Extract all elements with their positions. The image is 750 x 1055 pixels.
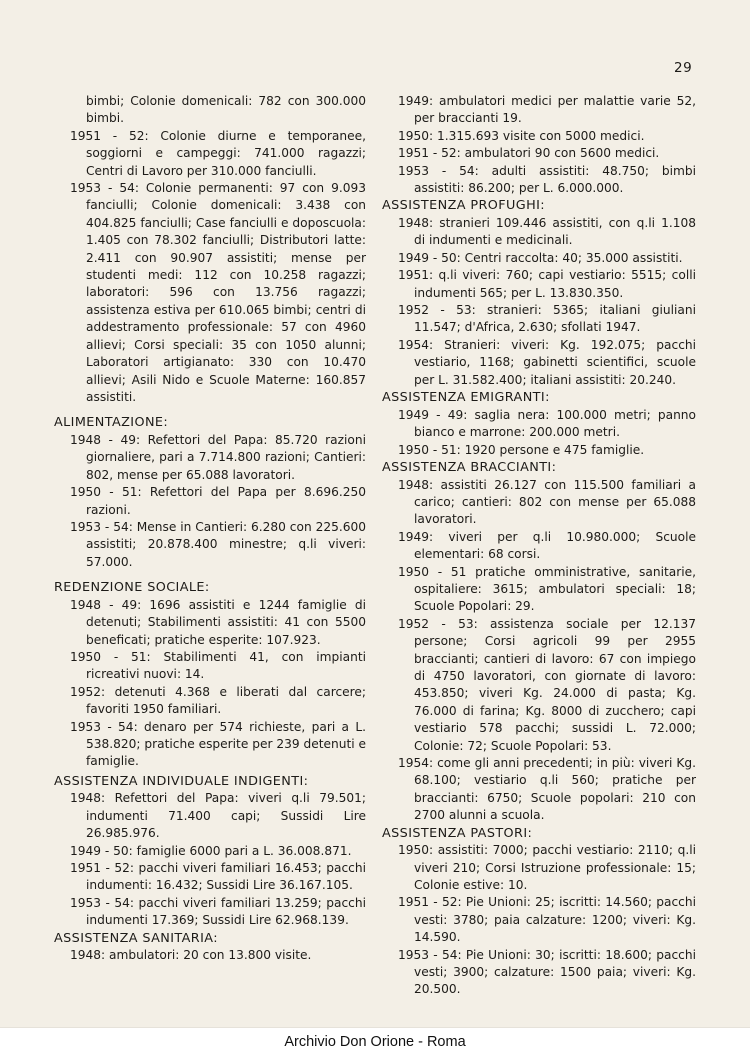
entry-paragraph: 1952 - 53: stranieri: 5365; italiani giuliani 11.547; d'Africa, 2.630; sfollati 1947. [398, 303, 696, 335]
section-heading: ASSISTENZA SANITARIA: [54, 930, 218, 946]
entry-paragraph: 1951 - 52: Colonie diurne e temporanee, soggiorni e campeggi: 741.000 ragazzi; Centri di Lavoro per 310.000 fanciulli. [70, 128, 366, 178]
entry-paragraph: 1951 - 52: pacchi viveri familiari 16.453; pacchi indumenti: 16.432; Sussidi Lire 36.167.105. [70, 861, 366, 893]
right-column [382, 93, 696, 999]
entry-paragraph: 1951 - 52: ambulatori 90 con 5600 medici. [398, 146, 660, 161]
entry-paragraph: 1948: assistiti 26.127 con 115.500 familiari a carico; cantieri: 802 con mense per 65.088 lavoratori. [398, 477, 696, 527]
archive-footer [0, 1027, 750, 1055]
entry-paragraph: 1953 - 54: Mense in Cantieri: 6.280 con 225.600 assistiti; 20.878.400 minestre; q.li viveri: 57.000. [70, 519, 366, 569]
entry-paragraph: 1950 - 51: 1920 persone e 475 famiglie. [398, 442, 645, 457]
entry-paragraph: 1953 - 54: Colonie permanenti: 97 con 9.093 fanciulli; Colonie domenicali: 3.438 con 404.825 fanciulli; Case fanciulli e doposcuola: 1.405 con 78.302 fanciulli; Distributori latte: 2.411 con 90.907 assistiti; mense per studenti medi: 112 con 10.258 ragazzi; laboratori: 596 con 13.756 ragazzi; assistenza estiva per 610.065 bimbi; centri di addestramento professionale: 57 con 4960 allievi; Corsi speciali: 35 con 1050 alunni; Laboratori artigianato: 330 con 10.470 allievi; Asili Nido e Scuole Materne: 160.857 assistiti. [70, 181, 366, 404]
section-spacer [54, 571, 366, 579]
entry-paragraph: 1952: detenuti 4.368 e liberati dal carcere; favoriti 1950 familiari. [70, 684, 366, 717]
entry-paragraph: 1953 - 54: pacchi viveri familiari 13.259; pacchi indumenti 17.369; Sussidi Lire 62.968.139. [70, 895, 366, 928]
entry-paragraph: 1953 - 54: adulti assistiti: 48.750; bimbi assistiti: 86.200; per L. 6.000.000. [398, 163, 696, 196]
section-heading: ASSISTENZA PROFUGHI: [382, 198, 545, 214]
entry-paragraph: 1949 - 50: famiglie 6000 pari a L. 36.008.871. [70, 843, 352, 858]
entry-paragraph: 1950 - 51: Stabilimenti 41, con impianti ricreativi nuovi: 14. [70, 649, 366, 682]
entry-paragraph: bimbi; Colonie domenicali: 782 con 300.000 bimbi. [86, 94, 366, 126]
section-heading: ALIMENTAZIONE: [54, 415, 169, 431]
entry-paragraph: 1948: ambulatori: 20 con 13.800 visite. [70, 948, 312, 963]
entry-paragraph: 1948: Refettori del Papa: viveri q.li 79.501; indumenti 71.400 capi; Sussidi Lire 26.985.976. [70, 791, 366, 841]
entry-paragraph: 1951: q.li viveri: 760; capi vestiario: 5515; colli indumenti 565; per L. 13.830.350. [398, 268, 696, 300]
entry-paragraph: 1949: ambulatori medici per malattie varie 52, per braccianti 19. [398, 94, 696, 126]
page-number: 29 [674, 60, 693, 76]
section-heading: ASSISTENZA EMIGRANTI: [382, 390, 550, 406]
entry-paragraph: 1948 - 49: 1696 assistiti e 1244 famiglie di detenuti; Stabilimenti assistiti: 41 con 5500 beneficati; pratiche esperite: 107.923. [70, 597, 366, 647]
entry-paragraph: 1949 - 50: Centri raccolta: 40; 35.000 assistiti. [398, 250, 683, 265]
section-heading: ASSISTENZA INDIVIDUALE INDIGENTI: [54, 773, 309, 789]
entry-paragraph: 1953 - 54: denaro per 574 richieste, pari a L. 538.820; pratiche esperite per 239 detenuti e famiglie. [70, 719, 366, 769]
entry-paragraph: 1950: assistiti: 7000; pacchi vestiario: 2110; q.li viveri 210; Corsi Istruzione professionale: 15; Colonie estive: 10. [398, 843, 696, 893]
entry-paragraph: 1953 - 54: Pie Unioni: 30; iscritti: 18.600; pacchi vesti; 3900; calzature: 1500 paia; viveri: Kg. 20.500. [398, 947, 696, 997]
entry-paragraph: 1950 - 51 pratiche omministrative, sanitarie, ospitaliere: 3615; ambulatori speciali: 18; Scuole Popolari: 29. [398, 564, 696, 614]
footer-text: Archivio Don Orione - Roma [284, 1033, 466, 1050]
entry-paragraph: 1948: stranieri 109.446 assistiti, con q.li 1.108 di indumenti e medicinali. [398, 216, 696, 248]
entry-paragraph: 1952 - 53: assistenza sociale per 12.137 persone; Corsi agricoli 99 per 2955 braccianti; cantieri di lavoro: 67 con impiego di 4750 lavoratori, con giornate di lavoro: 453.850; viveri Kg. 24.000 di pasta; Kg. 76.000 di farina; Kg. 8000 di zucchero; capi vestiario 578 pacchi; sussidi L. 72.000; Colonie: 72; Scuole Popolari: 53. [398, 616, 696, 753]
section-spacer [54, 406, 366, 414]
entry-paragraph: 1954: Stranieri: viveri: Kg. 192.075; pacchi vestiario, 1168; gabinetti scientifici, scuole per L. 31.582.400; italiani assistiti: 20.240. [398, 337, 696, 387]
section-heading: ASSISTENZA PASTORI: [382, 825, 533, 841]
entry-paragraph: 1951 - 52: Pie Unioni: 25; iscritti: 14.560; pacchi vesti: 3780; paia calzature: 1200; viveri: Kg. 14.590. [398, 895, 696, 945]
entry-paragraph: 1949 - 49: saglia nera: 100.000 metri; panno bianco e marrone: 200.000 metri. [398, 407, 696, 440]
left-column [54, 93, 366, 965]
entry-paragraph: 1949: viveri per q.li 10.980.000; Scuole elementari: 68 corsi. [398, 529, 696, 562]
section-heading: ASSISTENZA BRACCIANTI: [382, 459, 557, 475]
entry-paragraph: 1954: come gli anni precedenti; in più: viveri Kg. 68.100; vestiario q.li 560; pratiche per braccianti: 6750; Scuole popolari: 210 con 2700 alunni a scuola. [398, 756, 696, 823]
entry-paragraph: 1950: 1.315.693 visite con 5000 medici. [398, 128, 645, 143]
section-heading: REDENZIONE SOCIALE: [54, 580, 210, 596]
entry-paragraph: 1950 - 51: Refettori del Papa per 8.696.250 razioni. [70, 485, 366, 517]
entry-paragraph: 1948 - 49: Refettori del Papa: 85.720 razioni giornaliere, pari a 7.714.800 razioni; Cantieri: 802, mense per 65.088 lavoratori. [70, 432, 366, 482]
